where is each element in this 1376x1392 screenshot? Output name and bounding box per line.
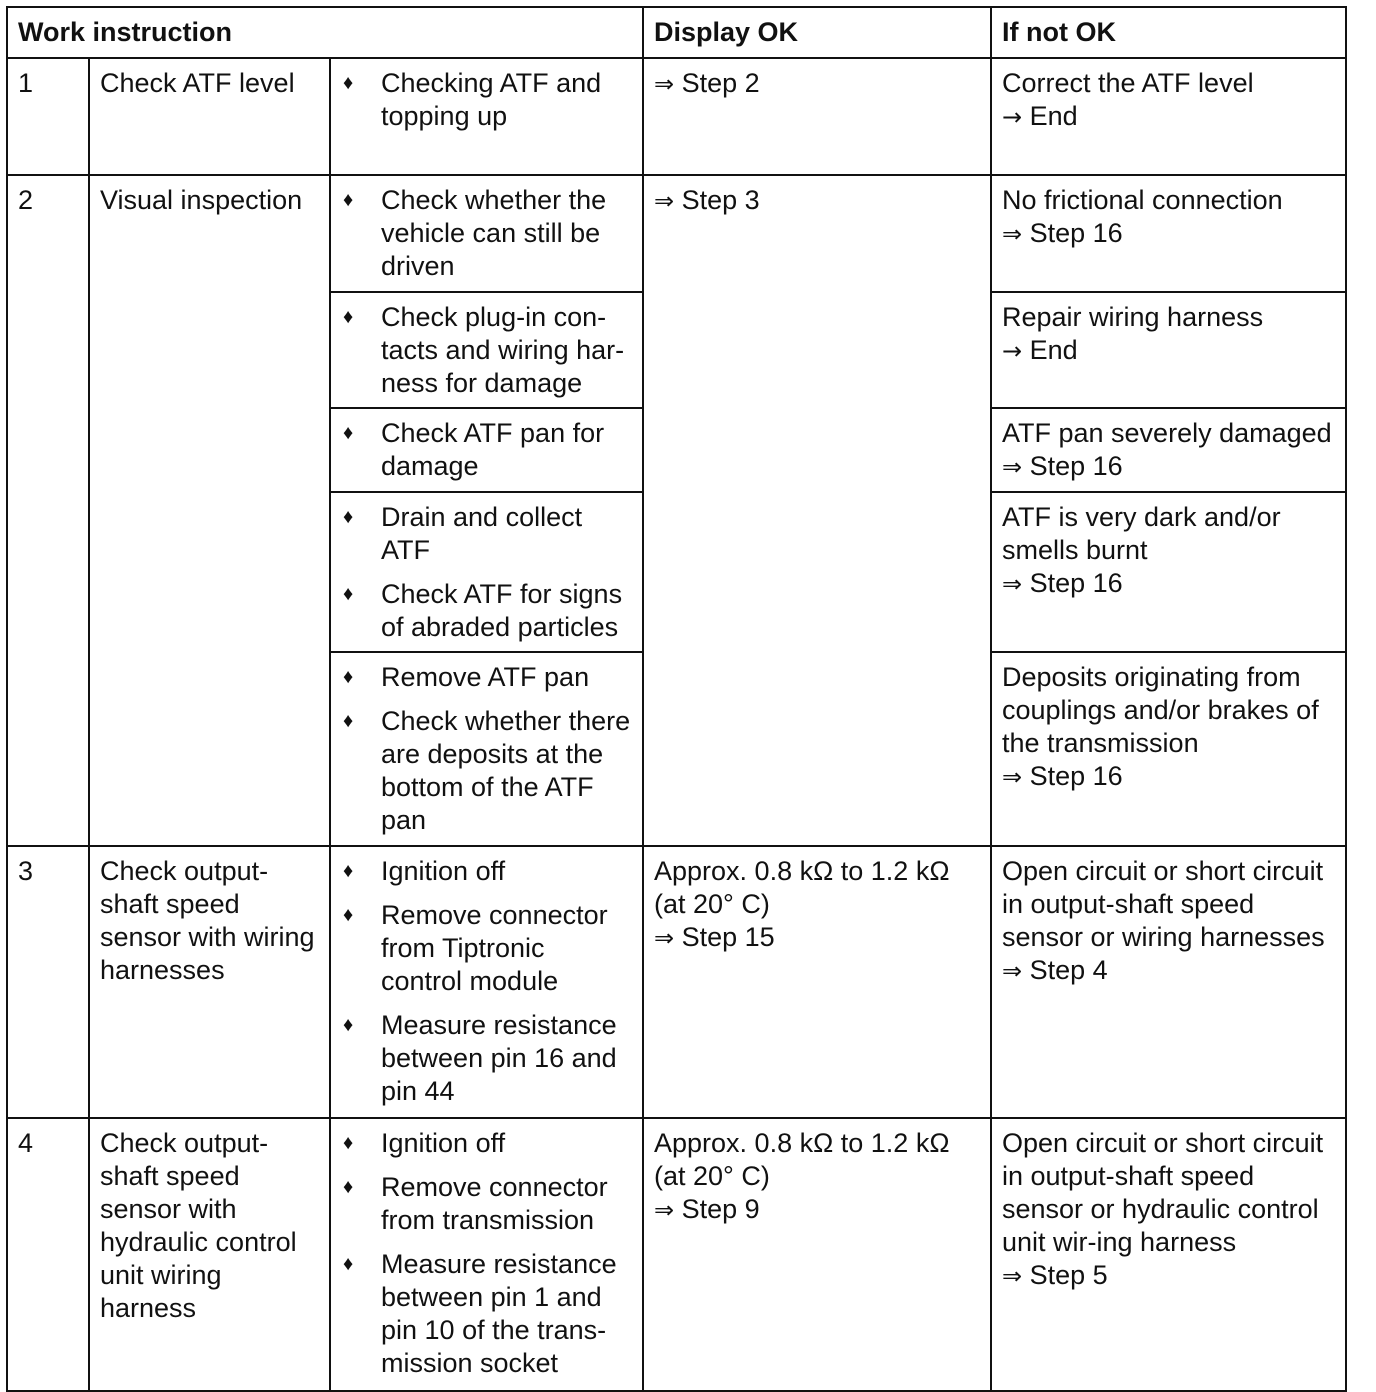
- step-title: Visual inspection: [89, 175, 330, 846]
- table-row: [7, 1118, 1346, 1391]
- list-item: ♦ Check ATF pan for damage: [343, 418, 605, 481]
- step-link: Step 5: [1029, 1260, 1108, 1290]
- display-ok-cell: [643, 175, 991, 846]
- step-link: Step 16: [1029, 568, 1123, 598]
- double-arrow-icon: ⇒: [654, 70, 675, 98]
- double-arrow-icon: ⇒: [654, 1196, 675, 1224]
- step-link: End: [1029, 335, 1078, 365]
- bullet-diamond-icon: ♦: [343, 506, 354, 528]
- if-not-ok-cell: Repair wiring harness → End: [991, 292, 1346, 408]
- step-link: Step 4: [1029, 955, 1108, 985]
- table-row: [7, 846, 1346, 1118]
- display-ok-cell: [643, 846, 991, 1118]
- temperature-note: (at 20° C): [654, 889, 770, 919]
- if-not-ok-cell: Deposits originating from couplings and/or brakes of the transmission ⇒ Step 16: [991, 652, 1346, 846]
- double-arrow-icon: ⇒: [1002, 1262, 1023, 1290]
- step-number: 2: [7, 175, 89, 846]
- bullet-diamond-icon: ♦: [343, 72, 354, 94]
- double-arrow-icon: ⇒: [1002, 220, 1023, 248]
- step-number: 1: [7, 58, 89, 175]
- double-arrow-icon: ⇒: [654, 187, 675, 215]
- single-arrow-icon: →: [1002, 103, 1023, 131]
- header-work-instruction: Work instruction: [7, 7, 643, 58]
- step-link: Step 3: [681, 185, 760, 215]
- bullet-diamond-icon: ♦: [343, 666, 354, 688]
- step-link: Step 16: [1029, 218, 1123, 248]
- table-row: [7, 175, 1346, 292]
- step-actions: [330, 175, 643, 292]
- double-arrow-icon: ⇒: [654, 924, 675, 952]
- step-actions: [330, 408, 643, 492]
- list-item: ♦ Check ATF for signs of abraded particles: [343, 579, 623, 642]
- bullet-diamond-icon: ♦: [343, 306, 354, 328]
- bullet-diamond-icon: ♦: [343, 583, 354, 605]
- bullet-diamond-icon: ♦: [343, 1014, 354, 1036]
- step-number: 3: [7, 846, 89, 1118]
- list-item: ♦ Check plug-in con-tacts and wiring har-ness for damage: [343, 302, 625, 398]
- double-arrow-icon: ⇒: [1002, 763, 1023, 791]
- step-link: End: [1029, 101, 1078, 131]
- step-actions: [330, 492, 643, 652]
- step-number: 4: [7, 1118, 89, 1391]
- bullet-diamond-icon: ♦: [343, 1176, 354, 1198]
- bullet-diamond-icon: ♦: [343, 1132, 354, 1154]
- list-item: ♦ Check whether there are deposits at the bottom of the ATF pan: [343, 706, 631, 835]
- step-actions: [330, 846, 643, 1118]
- bullet-diamond-icon: ♦: [343, 1253, 354, 1275]
- if-not-ok-cell: Open circuit or short circuit in output-shaft speed sensor or wiring harnesses ⇒ Step 4: [991, 846, 1346, 1118]
- if-not-ok-cell: Open circuit or short circuit in output-shaft speed sensor or hydraulic control unit wir-ing harness ⇒ Step 5: [991, 1118, 1346, 1391]
- list-item: ♦ Check whether the vehicle can still be driven: [343, 185, 607, 281]
- temperature-note: (at 20° C): [654, 1161, 770, 1191]
- work-instruction-table: [6, 6, 1347, 1392]
- double-arrow-icon: ⇒: [1002, 570, 1023, 598]
- resistance-value: Approx. 0.8 kΩ to 1.2 kΩ: [654, 1128, 950, 1158]
- list-item: ♦ Ignition off: [343, 856, 506, 886]
- list-item: ♦ Remove ATF pan: [343, 662, 590, 692]
- bullet-diamond-icon: ♦: [343, 860, 354, 882]
- list-item: ♦ Drain and collect ATF: [343, 502, 583, 565]
- if-not-ok-cell: ATF pan severely damaged ⇒ Step 16: [991, 408, 1346, 492]
- bullet-diamond-icon: ♦: [343, 189, 354, 211]
- step-actions: [330, 1118, 643, 1391]
- list-item: ♦ Measure resistance between pin 1 and pin 10 of the trans-mission socket: [343, 1249, 617, 1378]
- header-row: [7, 7, 1346, 58]
- step-link: Step 16: [1029, 451, 1123, 481]
- display-ok-cell: [643, 58, 991, 175]
- step-link: Step 16: [1029, 761, 1123, 791]
- header-if-not-ok: If not OK: [991, 7, 1346, 58]
- display-ok-cell: [643, 1118, 991, 1391]
- list-item: ♦ Ignition off: [343, 1128, 506, 1158]
- double-arrow-icon: ⇒: [1002, 957, 1023, 985]
- step-actions: [330, 58, 643, 175]
- header-display-ok: Display OK: [643, 7, 991, 58]
- step-title: Check ATF level: [89, 58, 330, 175]
- resistance-value: Approx. 0.8 kΩ to 1.2 kΩ: [654, 856, 950, 886]
- bullet-diamond-icon: ♦: [343, 904, 354, 926]
- table-row: [7, 58, 1346, 175]
- step-actions: [330, 292, 643, 408]
- list-item: ♦ Checking ATF and topping up: [343, 68, 602, 131]
- double-arrow-icon: ⇒: [1002, 453, 1023, 481]
- if-not-ok-cell: Correct the ATF level → End: [991, 58, 1346, 175]
- list-item: ♦ Remove connector from transmission: [343, 1172, 608, 1235]
- step-actions: [330, 652, 643, 846]
- step-link: Step 2: [681, 68, 760, 98]
- step-link: Step 15: [681, 922, 775, 952]
- single-arrow-icon: →: [1002, 337, 1023, 365]
- if-not-ok-cell: ATF is very dark and/or smells burnt ⇒ Step 16: [991, 492, 1346, 652]
- step-title: Check output-shaft speed sensor with hydraulic control unit wiring harness: [89, 1118, 330, 1391]
- bullet-diamond-icon: ♦: [343, 422, 354, 444]
- step-link: Step 9: [681, 1194, 760, 1224]
- list-item: ♦ Measure resistance between pin 16 and pin 44: [343, 1010, 617, 1106]
- bullet-diamond-icon: ♦: [343, 710, 354, 732]
- step-title: Check output-shaft speed sensor with wiring harnesses: [89, 846, 330, 1118]
- list-item: ♦ Remove connector from Tiptronic control module: [343, 900, 608, 996]
- if-not-ok-cell: No frictional connection ⇒ Step 16: [991, 175, 1346, 292]
